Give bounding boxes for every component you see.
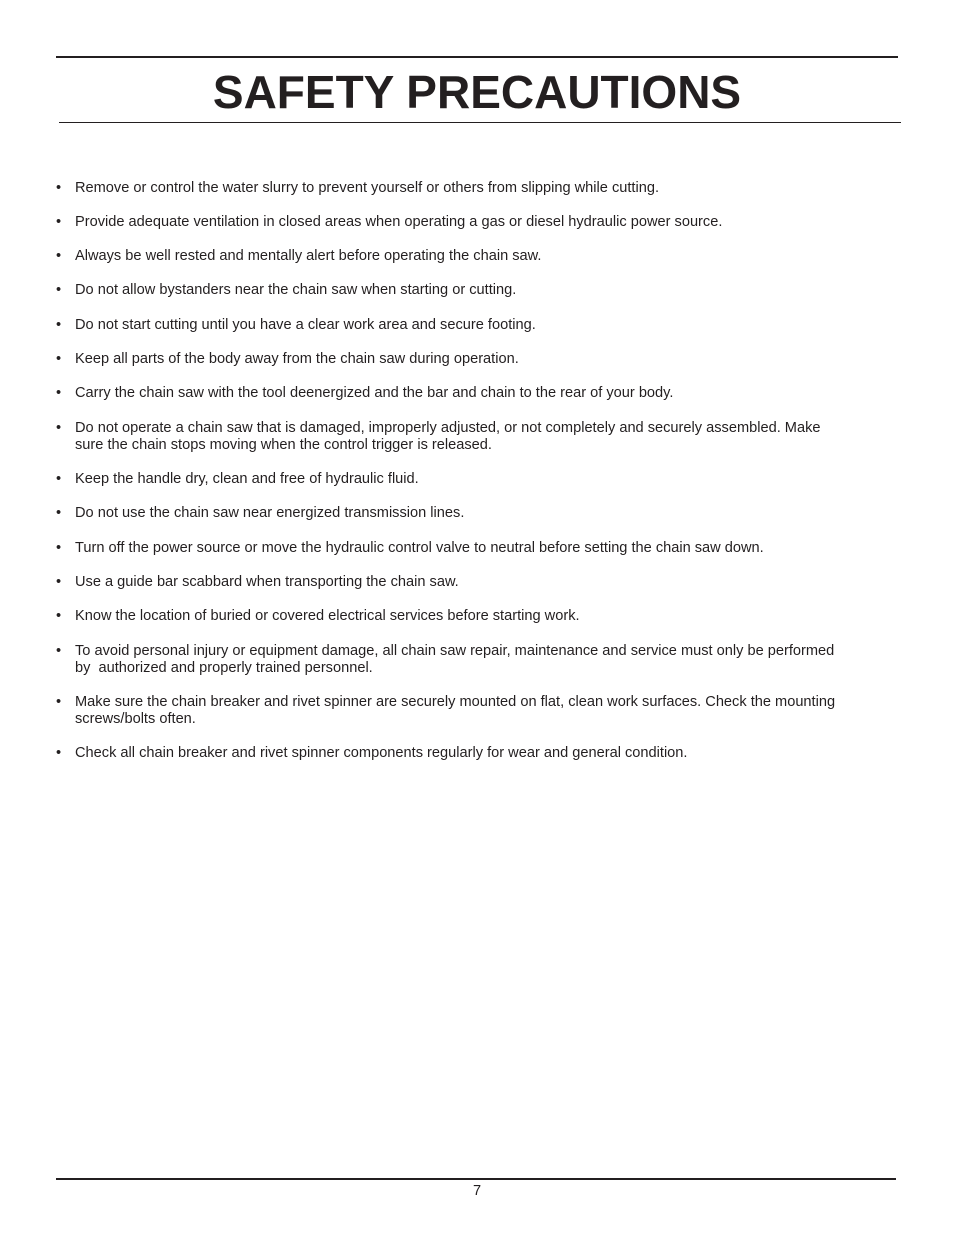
list-item-text: Know the location of buried or covered electrical services before starting work. [75, 608, 580, 624]
bullet-icon: • [56, 694, 62, 710]
list-item [56, 608, 896, 625]
list-item-text: Keep the handle dry, clean and free of hydraulic fluid. [75, 471, 419, 487]
list-item [56, 471, 896, 488]
page-number: 7 [472, 1183, 482, 1199]
bullet-icon: • [56, 180, 62, 196]
bullet-icon: • [56, 317, 62, 333]
bullet-icon: • [56, 574, 62, 590]
list-item-text: Do not allow bystanders near the chain saw when starting or cutting. [75, 282, 517, 298]
bullet-icon: • [56, 608, 62, 624]
list-item [56, 540, 896, 557]
list-item [56, 282, 896, 299]
bullet-icon: • [56, 214, 62, 230]
list-item-text: Remove or control the water slurry to prevent yourself or others from slipping while cutting. [75, 180, 659, 196]
list-item [56, 505, 896, 522]
list-item-text: Do not operate a chain saw that is damaged, improperly adjusted, or not completely and securely assembled. Make sure the chain stops moving when the control trigger is released. [75, 420, 821, 453]
list-item-text: Always be well rested and mentally alert before operating the chain saw. [75, 248, 542, 264]
footer-rule [56, 1178, 896, 1180]
title-underline-rule [59, 122, 901, 123]
list-item [56, 574, 896, 591]
list-item-text: Provide adequate ventilation in closed areas when operating a gas or diesel hydraulic power source. [75, 214, 723, 230]
bullet-icon: • [56, 351, 62, 367]
list-item-text: Turn off the power source or move the hydraulic control valve to neutral before setting the chain saw down. [75, 540, 764, 556]
page-title: SAFETY PRECAUTIONS [212, 66, 742, 118]
list-item-text: Do not use the chain saw near energized transmission lines. [75, 505, 465, 521]
bullet-icon: • [56, 385, 62, 401]
list-item-text: Check all chain breaker and rivet spinner components regularly for wear and general condition. [75, 745, 688, 761]
bullet-icon: • [56, 540, 62, 556]
list-item-text: Carry the chain saw with the tool deenergized and the bar and chain to the rear of your body. [75, 385, 674, 401]
list-item [56, 351, 896, 368]
list-item-text: Do not start cutting until you have a clear work area and secure footing. [75, 317, 536, 333]
list-item-text: To avoid personal injury or equipment damage, all chain saw repair, maintenance and service must only be performed by authorized and properly trained personnel. [75, 643, 835, 676]
bullet-icon: • [56, 745, 62, 761]
bullet-icon: • [56, 248, 62, 264]
bullet-icon: • [56, 505, 62, 521]
list-item-text: Keep all parts of the body away from the chain saw during operation. [75, 351, 519, 367]
list-item [56, 214, 896, 231]
list-item [56, 248, 896, 265]
list-item [56, 745, 896, 762]
list-item-text: Make sure the chain breaker and rivet spinner are securely mounted on flat, clean work surfaces. Check the mounting screws/bolts often. [75, 694, 836, 727]
list-item [56, 385, 896, 402]
list-item [56, 420, 896, 454]
list-item [56, 694, 896, 728]
bullet-icon: • [56, 420, 62, 436]
list-item [56, 317, 896, 334]
bullet-icon: • [56, 643, 62, 659]
list-item [56, 643, 896, 677]
list-item-text: Use a guide bar scabbard when transporting the chain saw. [75, 574, 459, 590]
bullet-icon: • [56, 471, 62, 487]
top-rule [56, 56, 898, 58]
bullet-icon: • [56, 282, 62, 298]
list-item [56, 180, 896, 197]
